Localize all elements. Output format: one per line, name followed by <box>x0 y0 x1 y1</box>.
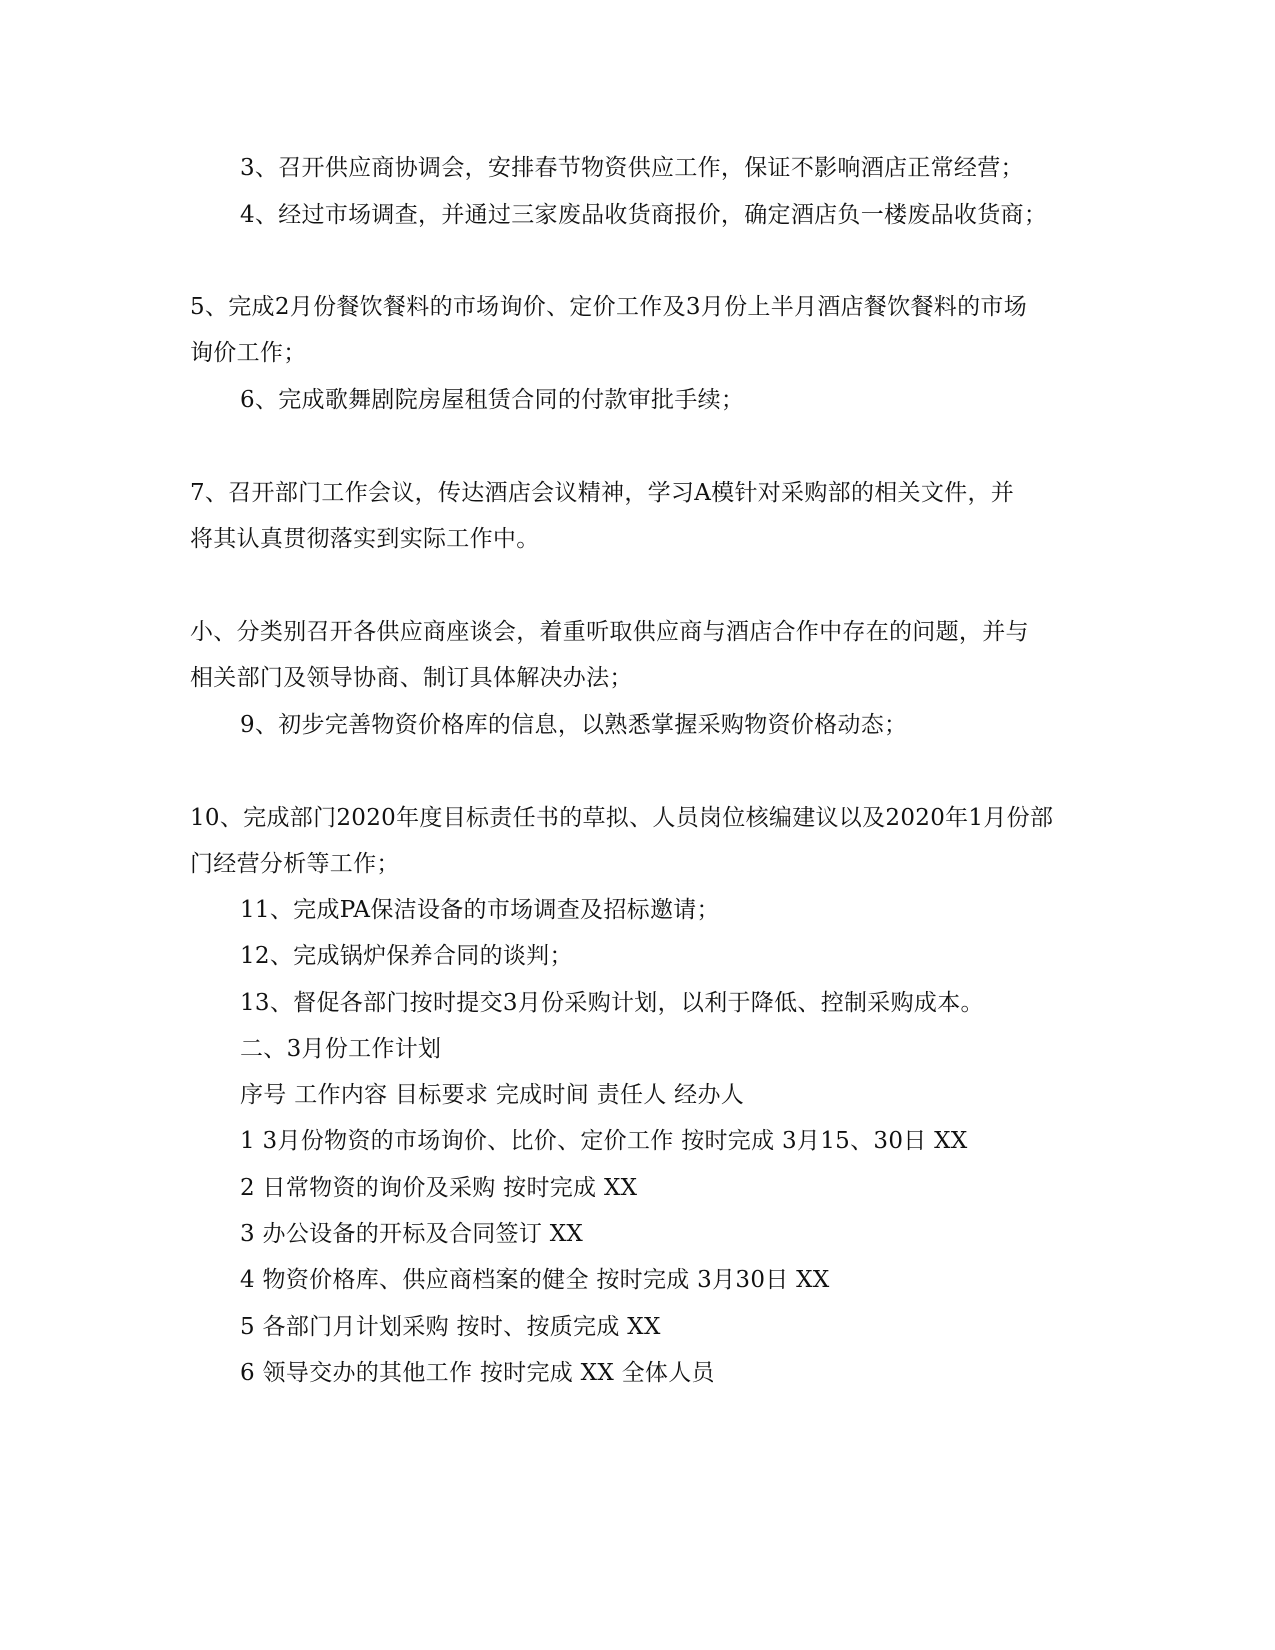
paragraph-item-4: 4、经过市场调查，并通过三家废品收货商报价，确定酒店负一楼废品收货商； <box>240 202 1048 228</box>
paragraph-item-8-line-1: 小、分类别召开各供应商座谈会，着重听取供应商与酒店合作中存在的问题，并与 <box>190 619 1029 645</box>
plan-table-row-4: 4 物资价格库、供应商档案的健全 按时完成 3月30日 XX <box>240 1267 830 1293</box>
plan-table-row-1: 1 3月份物资的市场询价、比价、定价工作 按时完成 3月15、30日 XX <box>240 1128 968 1154</box>
section-heading-plan: 二、3月份工作计划 <box>240 1036 442 1062</box>
paragraph-item-5-line-1: 5、完成2月份餐饮餐料的市场询价、定价工作及3月份上半月酒店餐饮餐料的市场 <box>190 294 1027 320</box>
paragraph-item-6: 6、完成歌舞剧院房屋租赁合同的付款审批手续； <box>240 387 745 413</box>
paragraph-item-12: 12、完成锅炉保养合同的谈判； <box>240 943 573 969</box>
paragraph-item-7-line-1: 7、召开部门工作会议，传达酒店会议精神，学习A模针对采购部的相关文件，并 <box>190 480 1015 506</box>
paragraph-item-13: 13、督促各部门按时提交3月份采购计划，以利于降低、控制采购成本。 <box>240 990 984 1016</box>
plan-table-header: 序号 工作内容 目标要求 完成时间 责任人 经办人 <box>240 1082 745 1108</box>
plan-table-row-6: 6 领导交办的其他工作 按时完成 XX 全体人员 <box>240 1360 715 1386</box>
paragraph-item-10-line-1: 10、完成部门2020年度目标责任书的草拟、人员岗位核编建议以及2020年1月份部 <box>190 805 1054 831</box>
paragraph-item-7-line-2: 将其认真贯彻落实到实际工作中。 <box>190 526 540 552</box>
paragraph-item-11: 11、完成PA保洁设备的市场调查及招标邀请； <box>240 897 720 923</box>
paragraph-item-9: 9、初步完善物资价格库的信息，以熟悉掌握采购物资价格动态； <box>240 712 908 738</box>
plan-table-row-3: 3 办公设备的开标及合同签订 XX <box>240 1221 584 1247</box>
plan-table-row-5: 5 各部门月计划采购 按时、按质完成 XX <box>240 1314 661 1340</box>
paragraph-item-3: 3、召开供应商协调会，安排春节物资供应工作，保证不影响酒店正常经营； <box>240 155 1024 181</box>
paragraph-item-5-line-2: 询价工作； <box>190 340 307 366</box>
paragraph-item-8-line-2: 相关部门及领导协商、制订具体解决办法； <box>190 665 633 691</box>
paragraph-item-10-line-2: 门经营分析等工作； <box>190 851 400 877</box>
plan-table-row-2: 2 日常物资的询价及采购 按时完成 XX <box>240 1175 638 1201</box>
